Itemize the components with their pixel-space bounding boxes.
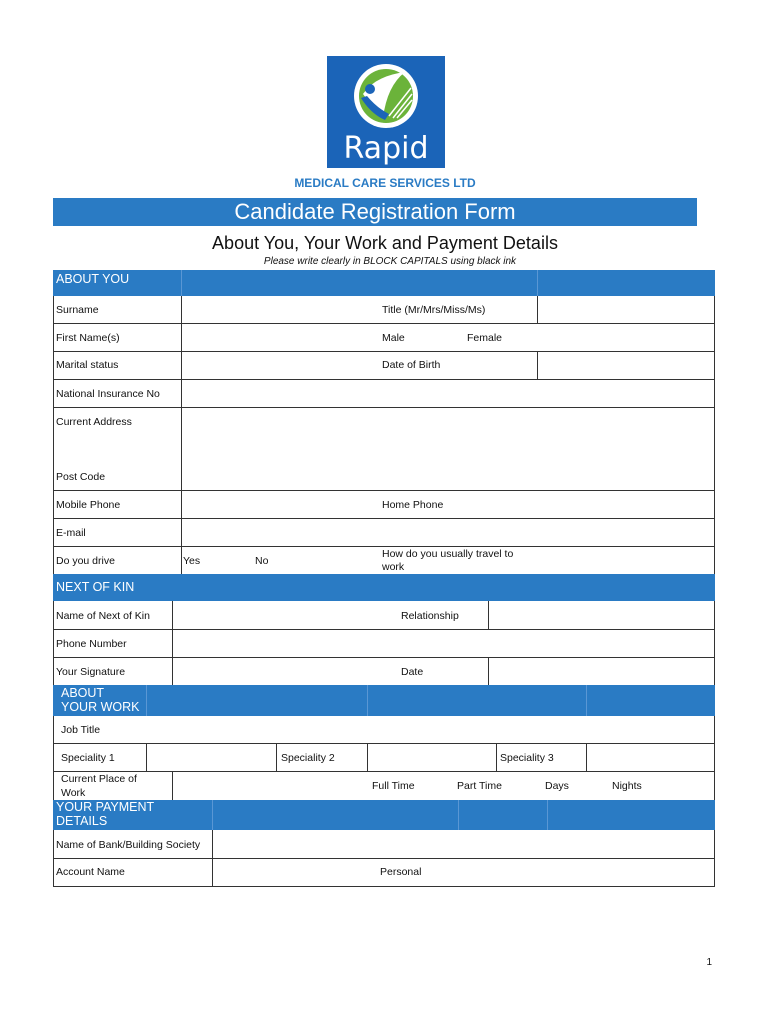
- table-border: [53, 716, 54, 800]
- kin-name-label: Name of Next of Kin: [56, 610, 150, 622]
- row-divider: [53, 490, 715, 491]
- section-heading-line1: YOUR PAYMENT: [56, 800, 155, 814]
- col-divider: [212, 830, 213, 887]
- place-of-work-label-line1: Current Place of: [61, 773, 137, 785]
- first-names-label: First Name(s): [56, 332, 120, 344]
- nights-option[interactable]: Nights: [612, 780, 642, 792]
- row-divider: [53, 518, 715, 519]
- bank-name-label: Name of Bank/Building Society: [56, 839, 201, 851]
- section-about-work: [53, 685, 715, 716]
- instructions: Please write clearly in BLOCK CAPITALS using black ink: [263, 256, 517, 267]
- row-divider: [53, 743, 715, 744]
- marital-status-label: Marital status: [56, 359, 119, 371]
- ni-label: National Insurance No: [56, 388, 160, 400]
- section-heading-line2: YOUR WORK: [61, 700, 140, 714]
- dob-label: Date of Birth: [382, 359, 441, 371]
- col-divider: [496, 743, 497, 771]
- col-divider: [172, 771, 173, 800]
- col-divider: [488, 601, 489, 629]
- col-divider: [537, 351, 538, 379]
- place-of-work-label-line2: Work: [61, 787, 86, 799]
- form-subtitle: About You, Your Work and Payment Details: [212, 233, 558, 253]
- col-divider: [367, 743, 368, 771]
- header-divider: [458, 800, 459, 830]
- title-label: Title (Mr/Mrs/Miss/Ms): [382, 304, 486, 316]
- col-divider: [488, 657, 489, 685]
- female-option[interactable]: Female: [467, 332, 503, 344]
- section-heading: ABOUT YOU: [56, 272, 130, 286]
- col-divider: [276, 743, 277, 771]
- row-divider: [53, 379, 715, 380]
- table-border: [53, 296, 54, 574]
- header-divider: [367, 685, 368, 716]
- address-label: Current Address: [56, 416, 132, 428]
- col-divider: [146, 743, 147, 771]
- row-divider: [53, 407, 715, 408]
- header-divider: [547, 800, 548, 830]
- row-divider: [53, 546, 715, 547]
- col-divider: [586, 743, 587, 771]
- header-divider: [586, 685, 587, 716]
- header-divider: [212, 800, 213, 830]
- section-heading: NEXT OF KIN: [56, 580, 135, 594]
- speciality1-label: Speciality 1: [61, 752, 115, 764]
- table-border: [53, 830, 54, 887]
- drive-no-option[interactable]: No: [255, 555, 269, 567]
- part-time-option[interactable]: Part Time: [457, 780, 502, 792]
- table-border: [714, 601, 715, 685]
- section-payment: [53, 800, 715, 830]
- header-divider: [537, 270, 538, 296]
- drive-label: Do you drive: [56, 555, 115, 567]
- row-divider: [53, 323, 715, 324]
- row-divider: [53, 858, 715, 859]
- account-name-label: Account Name: [56, 866, 125, 878]
- relationship-label: Relationship: [401, 610, 459, 622]
- table-border: [53, 601, 54, 685]
- header-divider: [181, 270, 182, 296]
- days-option[interactable]: Days: [545, 780, 569, 792]
- col-divider: [181, 296, 182, 574]
- travel-label-line2: work: [382, 561, 405, 573]
- section-heading-line1: ABOUT: [61, 686, 105, 700]
- table-border: [714, 296, 715, 574]
- postcode-label: Post Code: [56, 471, 106, 483]
- section-heading-line2: DETAILS: [56, 814, 108, 828]
- male-option[interactable]: Male: [382, 332, 405, 344]
- personal-option[interactable]: Personal: [380, 866, 422, 878]
- home-phone-label: Home Phone: [382, 499, 444, 511]
- email-label: E-mail: [56, 527, 86, 539]
- row-divider: [53, 351, 715, 352]
- row-divider: [53, 657, 715, 658]
- kin-phone-label: Phone Number: [56, 638, 127, 650]
- travel-label-line1: How do you usually travel to: [382, 548, 514, 560]
- row-divider: [53, 629, 715, 630]
- table-border: [714, 830, 715, 887]
- row-divider: [53, 771, 715, 772]
- company-name: MEDICAL CARE SERVICES LTD: [294, 176, 476, 190]
- signature-label: Your Signature: [56, 666, 126, 678]
- header-divider: [146, 685, 147, 716]
- full-time-option[interactable]: Full Time: [372, 780, 415, 792]
- drive-yes-option[interactable]: Yes: [183, 555, 201, 567]
- table-border: [714, 716, 715, 800]
- col-divider: [537, 296, 538, 324]
- form-title: Candidate Registration Form: [53, 198, 697, 226]
- logo-text: Rapid: [343, 131, 429, 166]
- section-about-you: [53, 270, 715, 296]
- logo-emblem: [327, 56, 445, 168]
- company-logo: [327, 56, 445, 168]
- date-label: Date: [401, 666, 424, 678]
- row-divider: [53, 886, 715, 887]
- speciality2-label: Speciality 2: [281, 752, 335, 764]
- surname-label: Surname: [56, 304, 99, 316]
- mobile-label: Mobile Phone: [56, 499, 121, 511]
- section-next-of-kin: [53, 574, 715, 601]
- col-divider: [172, 601, 173, 685]
- speciality3-label: Speciality 3: [500, 752, 554, 764]
- page-number: 1: [706, 957, 712, 968]
- job-title-label: Job Title: [61, 724, 101, 736]
